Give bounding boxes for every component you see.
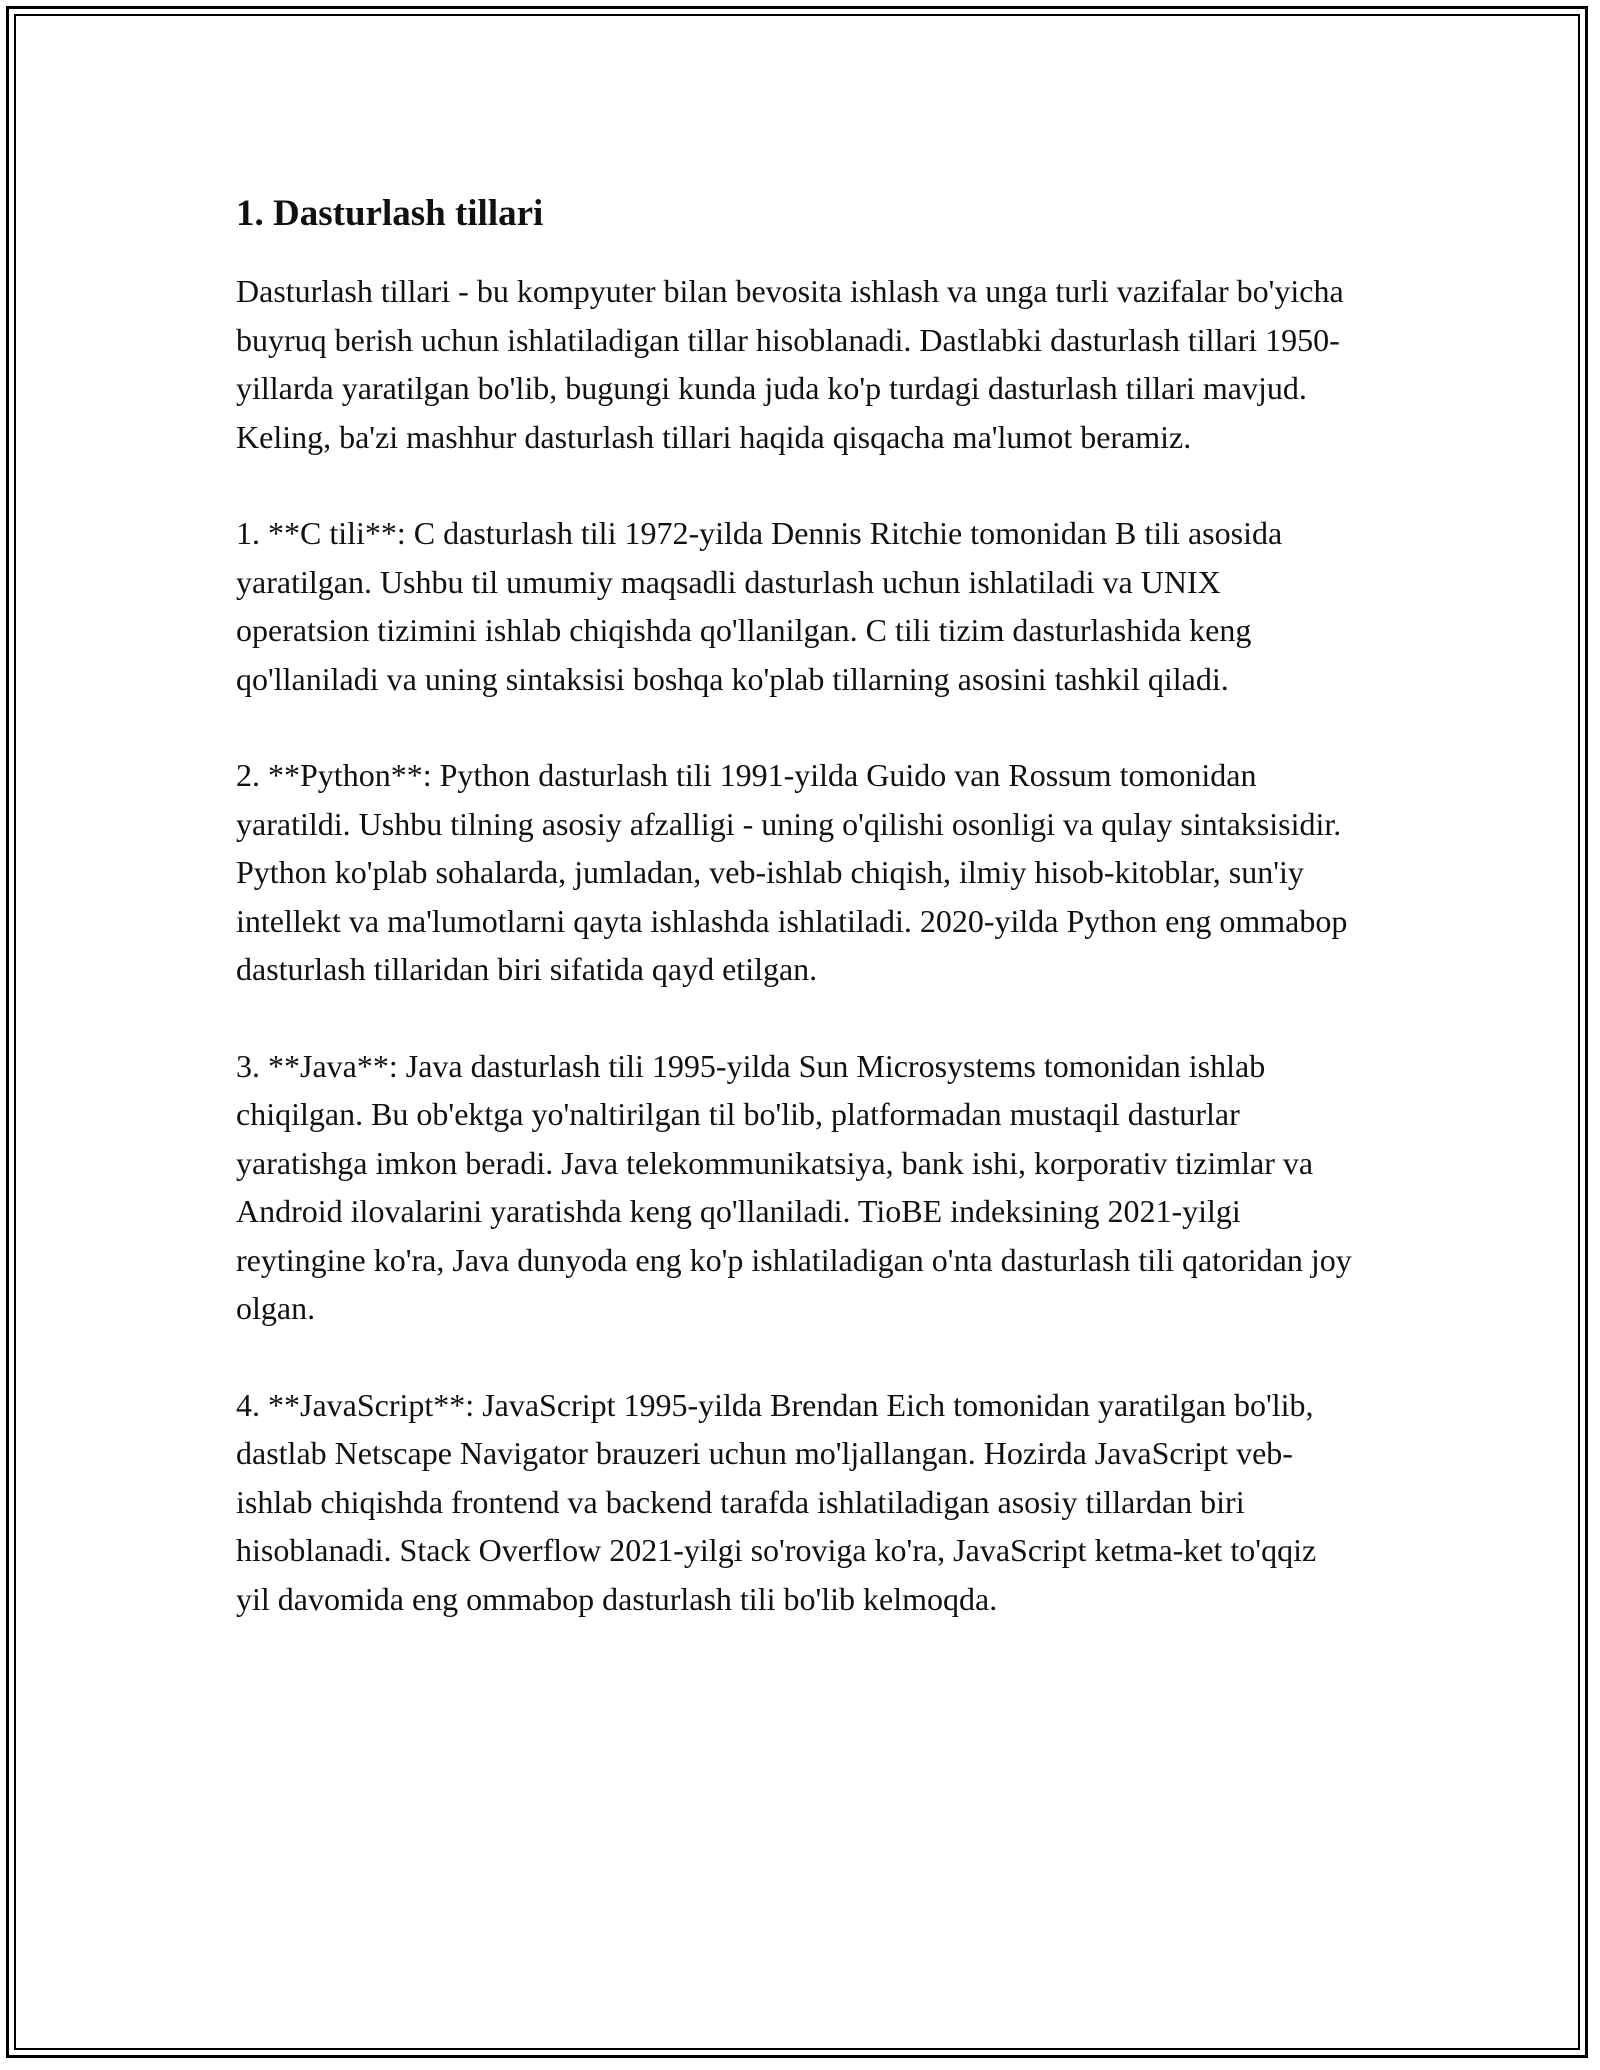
python-paragraph: 2. **Python**: Python dasturlash tili 1991-yilda Guido van Rossum tomonidan yaratildi. Ushbu tilning asosiy afzalligi - uning o'qilishi osonligi va qulay sintaksisidir. Python ko'plab sohalarda, jumladan, veb-ishlab chiqish, ilmiy hisob-kitoblar, sun'iy intellekt va ma'lumotlarni qayta ishlashda ishlatiladi. 2020-yilda Python eng ommabop dasturlash tillaridan biri sifatida qayd etilgan.: [236, 757, 1348, 987]
c-language-paragraph: 1. **C tili**: C dasturlash tili 1972-yilda Dennis Ritchie tomonidan B tili asosida yaratilgan. Ushbu til umumiy maqsadli dasturlash uchun ishlatiladi va UNIX operatsion tizimini ishlab chiqishda qo'llanilgan. C tili tizim dasturlashida keng qo'llaniladi va uning sintaksisi boshqa ko'plab tillarning asosini tashkil qiladi.: [236, 515, 1283, 697]
document-title: 1. Dasturlash tillari: [236, 193, 544, 234]
java-paragraph: 3. **Java**: Java dasturlash tili 1995-yilda Sun Microsystems tomonidan ishlab chiqilgan. Bu ob'ektga yo'naltirilgan til bo'lib, platformadan mustaqil dasturlar yaratishga imkon beradi. Java telekommunikatsiya, bank ishi, korporativ tizimlar va Android ilovalarini yaratishda keng qo'llaniladi. TioBE indeksining 2021-yilgi reytingine ko'ra, Java dunyoda eng ko'p ishlatiladigan o'nta dasturlash tili qatoridan joy olgan.: [236, 1047, 1352, 1326]
intro-paragraph: Dasturlash tillari - bu kompyuter bilan bevosita ishlash va unga turli vazifalar bo'yicha buyruq berish uchun ishlatiladigan tillar hisoblanadi. Dastlabki dasturlash tillari 1950-yillarda yaratilgan bo'lib, bugungi kunda juda ko'p turdagi dasturlash tillari mavjud. Keling, ba'zi mashhur dasturlash tillari haqida qisqacha ma'lumot beramiz.: [236, 273, 1344, 455]
javascript-paragraph: 4. **JavaScript**: JavaScript 1995-yilda Brendan Eich tomonidan yaratilgan bo'lib, dastlab Netscape Navigator brauzeri uchun mo'ljallangan. Hozirda JavaScript veb-ishlab chiqishda frontend va backend tarafda ishlatiladigan asosiy tillardan biri hisoblanadi. Stack Overflow 2021-yilgi so'roviga ko'ra, JavaScript ketma-ket to'qqiz yil davomida eng ommabop dasturlash tili bo'lib kelmoqda.: [236, 1386, 1317, 1617]
document-body: [236, 184, 1356, 1671]
